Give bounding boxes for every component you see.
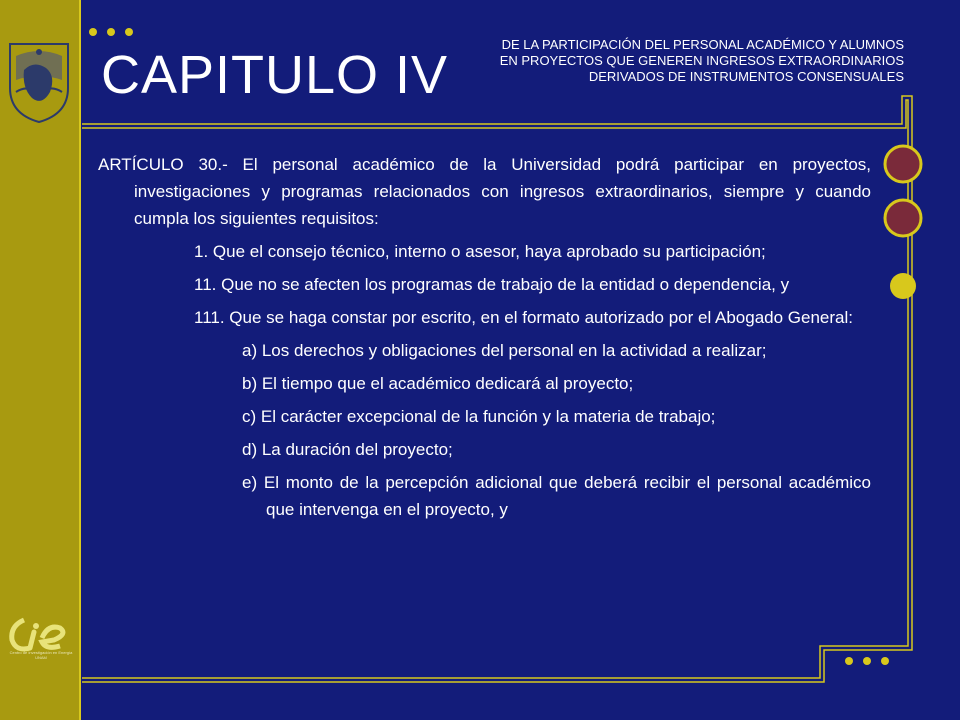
requirement-item: 1. Que el consejo técnico, interno o asesor, haya aprobado su participación; <box>194 242 766 261</box>
slide-body <box>98 151 871 526</box>
sub-item: c) El carácter excepcional de la función y la materia de trabajo; <box>242 407 716 426</box>
slide-subtitle: DE LA PARTICIPACIÓN DEL PERSONAL ACADÉMICO Y ALUMNOS EN PROYECTOS QUE GENEREN INGRESOS EXTRAORDINARIOS DERIVADOS DE INSTRUMENTOS CONSENSUALES <box>499 37 904 84</box>
maroon-dot-bottom <box>885 200 921 236</box>
sub-item: e) El monto de la percepción adicional que deberá recibir el personal académico que intervenga en el proyecto, y <box>242 473 871 519</box>
slide-title: CAPITULO IV <box>101 45 449 105</box>
sub-item: d) La duración del proyecto; <box>242 440 453 459</box>
sub-item: a) Los derechos y obligaciones del personal en la actividad a realizar; <box>242 341 767 360</box>
maroon-dot-top <box>885 146 921 182</box>
requirement-item: 11. Que no se afecten los programas de trabajo de la entidad o dependencia, y <box>194 275 790 294</box>
article-intro: ARTÍCULO 30.- El personal académico de la Universidad podrá participar en proyectos, investigaciones y programas relacionados con ingresos extraordinarios, siempre y cuando cumpla los siguientes requisitos: <box>98 155 871 228</box>
gold-dot <box>890 273 916 299</box>
cie-caption: Centro de Investigación en Energía UNAM <box>9 650 73 660</box>
requirement-item: 111. Que se haga constar por escrito, en el formato autorizado por el Abogado General: <box>194 308 853 327</box>
sub-item: b) El tiempo que el académico dedicará al proyecto; <box>242 374 634 393</box>
